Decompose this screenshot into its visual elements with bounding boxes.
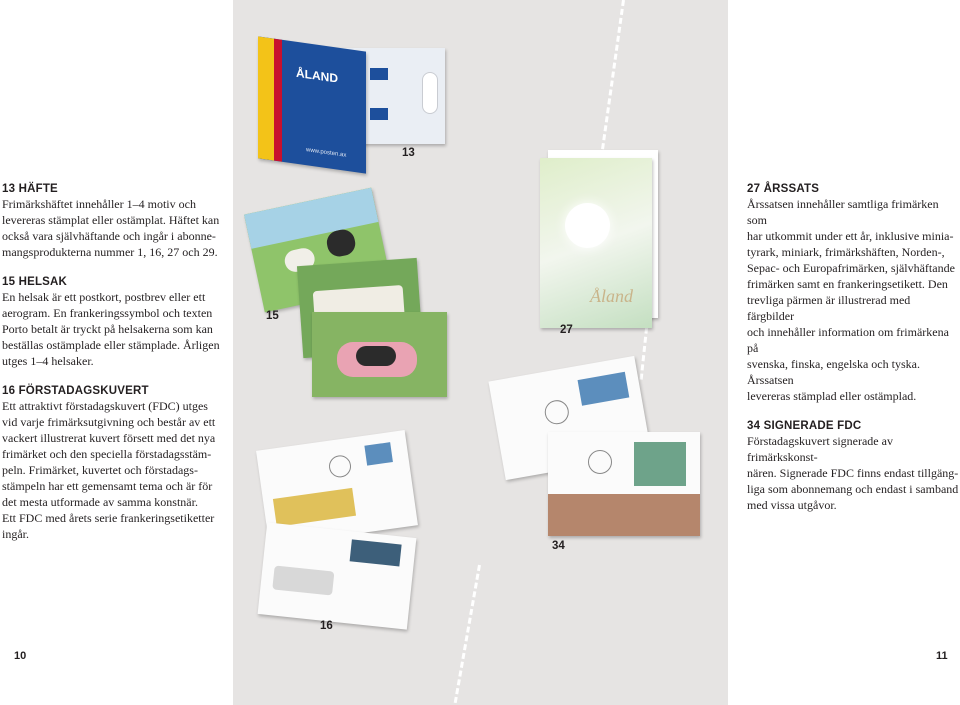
figure-label-15: 15 [266,310,279,322]
booklet-cover [258,36,366,173]
postcard-rug [312,312,447,397]
section-text: Förstadagskuvert signerade av frimärkskonst- nären. Signerade FDC finns endast tillgäng- liga som abonnemang och endast i samband med vissa utgåvor. [747,434,959,512]
page-number-right: 11 [936,650,948,662]
bus [272,565,334,595]
stamp [364,442,393,465]
section-forstadagskuvert [2,385,224,542]
postmark [588,450,612,474]
booklet-title: ÅLAND [296,65,338,86]
postmark [328,454,353,479]
section-text: En helsak är ett postkort, postbrev eller ett aerogram. En frankeringssymbol och texten Porto betalt är tryckt på helsakerna som kan beställas ostämplade eller stämplade. Årligen utges 1–4 helsaker. [2,290,220,368]
section-heading: 34 SIGNERADE FDC [747,420,862,432]
sheep [356,346,396,366]
rocks [548,494,700,536]
left-column [2,183,224,558]
section-text: Ett attraktivt förstadagskuvert (FDC) utges vid varje frimärksutgivning och består av ett vackert illustrerat kuvert försett med det nya frimärket och den speciella förstadagsstäm- peln. Frimärket, kuvertet och förstadags- stämpeln har ett gemensamt tema och är för det mesta utformade av samma konstnär. Ett FDC med årets serie frankeringsetiketter ingår. [2,399,216,541]
flag-red-stripe [274,39,282,162]
section-signerade-fdc [747,420,959,513]
yearset-title: Åland [590,286,633,306]
section-heading: 13 HÄFTE [2,183,58,195]
section-heading: 15 HELSAK [2,276,68,288]
flower [565,203,610,248]
booklet-url: www.posten.ax [306,147,347,159]
fdc-envelope-bus [258,522,417,629]
figure-label-27: 27 [560,324,573,336]
ship [273,488,356,527]
flag-stamp [370,108,388,120]
section-heading: 16 FÖRSTADAGSKUVERT [2,385,149,397]
postmark [543,398,571,426]
section-haefte [2,183,224,260]
figure-label-16: 16 [320,620,333,632]
section-helsak [2,276,224,369]
section-heading: 27 ÅRSSATS [747,183,820,195]
signed-fdc-front [548,432,700,536]
yearset-cover [540,158,652,328]
hang-tab [422,72,438,114]
section-text: Frimärkshäftet innehåller 1–4 motiv och levereras stämplat eller ostämplat. Häftet kan också vara självhäftande och ingår i abonne- mangsprodukterna nummer 1, 16, 27 och 29. [2,197,220,259]
section-arssats [747,183,959,404]
section-text: Årssatsen innehåller samtliga frimärken som har utkommit under ett år, inklusive minia- tyrark, miniark, frimärkshäften, Norden-, Sepac- och Europafrimärken, självhäftande frimärken samt en frankeringsetikett. Den trevliga pärmen är illustrerad med färgbilder och innehåller information om frimärkena på svenska, finska, engelska och tyska. Årssatsen levereras stämplad eller ostämplad. [747,197,955,403]
right-column [747,183,959,529]
stamp [578,372,630,406]
flag-stamp [370,68,388,80]
stamp [350,539,402,566]
figure-label-34: 34 [552,540,565,552]
figure-label-13: 13 [402,147,415,159]
stamp-block [634,442,686,486]
flag-yellow-stripe [258,36,274,160]
page-number-left: 10 [14,650,27,662]
